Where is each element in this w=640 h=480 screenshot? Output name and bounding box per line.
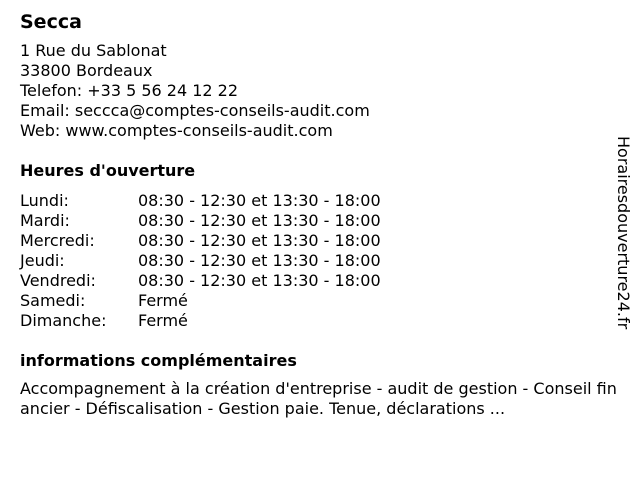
business-name: Secca: [20, 11, 82, 33]
web-line: Web: www.comptes-conseils-audit.com: [20, 121, 333, 140]
day-label: Mercredi:: [20, 231, 95, 250]
hours-row-sunday: [20, 311, 620, 331]
opening-hours-table: [20, 191, 620, 331]
time-value: 08:30 - 12:30 et 13:30 - 18:00: [138, 191, 381, 210]
hours-row-tuesday: [20, 211, 620, 231]
time-value: Fermé: [138, 291, 188, 310]
address-line-2: 33800 Bordeaux: [20, 61, 153, 80]
time-value: 08:30 - 12:30 et 13:30 - 18:00: [138, 231, 381, 250]
additional-info-title: informations complémentaires: [20, 351, 297, 370]
day-label: Jeudi:: [20, 251, 65, 270]
time-value: 08:30 - 12:30 et 13:30 - 18:00: [138, 251, 381, 270]
time-value: 08:30 - 12:30 et 13:30 - 18:00: [138, 211, 381, 230]
hours-row-saturday: [20, 291, 620, 311]
address-line-1: 1 Rue du Sablonat: [20, 41, 167, 60]
hours-row-thursday: [20, 251, 620, 271]
day-label: Mardi:: [20, 211, 70, 230]
day-label: Samedi:: [20, 291, 86, 310]
additional-info-text: Accompagnement à la création d'entreprise - audit de gestion - Conseil financier - Défiscalisation - Gestion paie. Tenue, déclarations ...: [20, 379, 617, 418]
opening-hours-title: Heures d'ouverture: [20, 161, 196, 180]
day-label: Dimanche:: [20, 311, 107, 330]
hours-row-monday: [20, 191, 620, 211]
time-value: 08:30 - 12:30 et 13:30 - 18:00: [138, 271, 381, 290]
site-watermark: Horairesdouverture24.fr: [614, 136, 633, 330]
day-label: Vendredi:: [20, 271, 96, 290]
business-card: [20, 10, 620, 419]
hours-row-wednesday: [20, 231, 620, 251]
day-label: Lundi:: [20, 191, 69, 210]
email-line: Email: seccca@comptes-conseils-audit.com: [20, 101, 370, 120]
phone-line: Telefon: +33 5 56 24 12 22: [20, 81, 239, 100]
hours-row-friday: [20, 271, 620, 291]
time-value: Fermé: [138, 311, 188, 330]
